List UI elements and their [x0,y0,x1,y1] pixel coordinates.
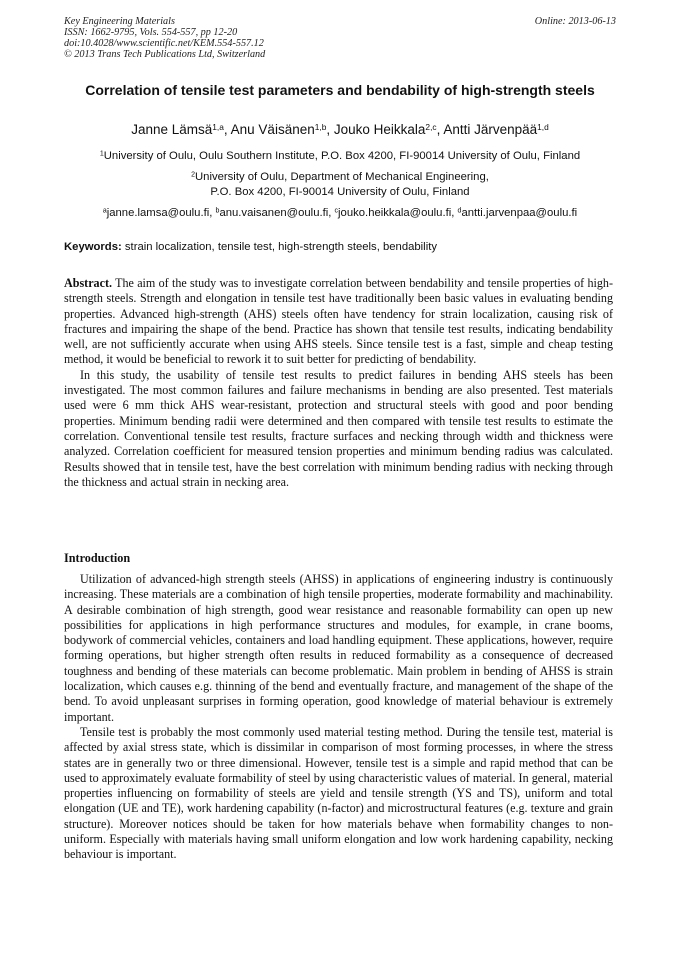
author-affiliation-mark: 1,a [212,121,224,132]
affiliation-2: $^2$University of Oulu, Department of Mechanical Engineering, P.O. Box 4200, FI-90014 University of Oulu, Finland [191,171,489,198]
author-affiliation-mark: 1,b [314,121,327,132]
email-link: antti.jarvenpaa@oulu.fi [461,207,578,219]
abstract-label: Abstract. [64,276,113,290]
issn-line: ISSN: 1662-9795, Vols. 554-557, pp 12-20 [64,27,238,38]
paper-title: Correlation of tensile test parameters and bendability of high-strength steels [85,82,595,98]
author-name: Jouko Heikkala [333,122,426,137]
author-list: Janne Lämsä$^{1,a}$, Anu Väisänen$^{1,b}$, Jouko Heikkala$^{2,c}$, Antti Järvenpää$^{1,d}$ [131,121,549,137]
email-link: jouko.heikkala@oulu.fi [338,207,452,219]
introduction-body [64,572,613,863]
affiliation-1: $^1$University of Oulu, Oulu Southern Institute, P.O. Box 4200, FI-90014 University of Oulu, Finland [99,150,581,162]
email-link: anu.vaisanen@oulu.fi [219,207,329,219]
abstract-paragraph: Abstract. The aim of the study was to investigate correlation between bendability and tensile properties of high-strength steels. Strength and elongation in tensile test have traditionally been basic values in evaluating bending properties. Advanced high-strength (AHS) steels often have tendency for strain localization, causing risk of fractures and impairing the shape of the bend. Practice has shown that tensile test results, indicating bendability well, are not sufficiently accurate when using AHS steels. Since tensile test is a fast, simple and cheap testing method, it would be beneficial to rework it to suit better for predicting of bendability. [64,276,613,367]
author-affiliation-mark: 2,c [425,121,437,132]
keywords [64,240,616,254]
author-name: Anu Väisänen [230,122,315,137]
intro-paragraph: Tensile test is probably the most commonly used material testing method. During the tensile test, material is affected by axial stress state, which is dissimilar in comparison of most forming processes, in where the stress states are in generally two or three dimensional. However, tensile test is a simple and rapid method that can be used to approximately evaluate formability of steel by using characteristic values of material. In general, material properties influencing on formability of steels are yield and tensile strength (YS and TS), uniform and total elongation (UE and TE), work hardening capability (n-factor) and microstructural features (e.g. texture and grain structure). Moreover notices should be taken for how materials behave when formability changes to non-uniform. Especially with materials having small uniform elongation and low work hardening capability, necking behaviour is important. [64,724,613,862]
section-heading-introduction: Introduction [64,551,131,565]
publication-header [64,16,616,60]
online-date: Online: 2013-06-13 [534,16,616,27]
abstract-paragraph: In this study, the usability of tensile test results to predict failures in bending AHS steels has been investigated. The most common failures and failure mechanisms in bending are also presented. Test materials used were 6 mm thick AHS wear-resistant, protection and structural steels with good and poor bending properties. Minimum bending radii were determined and then compared with tensile test results to estimate the correlation. Conventional tensile test results, fracture surfaces and necking through width and thickness were analyzed. Correlation coefficient for measured tension properties and minimum bending radius was calculated. Results showed that in tensile test, have the best correlation with minimum bending radius with necking through the thickness and actual strain in necking area. [64,367,613,489]
keywords-text: strain localization, tensile test, high-strength steels, bendability [124,241,437,253]
intro-paragraph: Utilization of advanced-high strength steels (AHSS) in applications of engineering industry is continuously increasing. These materials are a combination of high tensile properties, moderate formability and machinability. A desirable combination of high strength, good wear resistance and reasonable formability can open up new possibilities for applications in high performance structures and modules, for example, in crane booms, bodywork of commercial vehicles, containers and load handling equipment. These applications, however, require forming operations, but higher strength often results in reduced formability as a consequence of decreased toughness and bending of these materials can become problematic. Main problem in bending of AHSS is strain localization, which causes e.g. thinning of the bend and eventually fracture, and management of the shape of the bend. To avoid unpleasant surprises in forming operation, good knowledge of material behaviour is extremely important. [64,572,613,724]
author-name: Janne Lämsä [131,122,213,137]
author-affiliation-mark: 1,d [537,121,549,132]
author-name: Antti Järvenpää [443,122,538,137]
abstract [64,276,613,490]
doi-line: doi:10.4028/www.scientific.net/KEM.554-557.12 [64,38,264,49]
keywords-label: Keywords: [64,241,122,253]
copyright-line: © 2013 Trans Tech Publications Ltd, Switzerland [64,49,266,60]
email-list: $^a$janne.lamsa@oulu.fi, $^b$anu.vaisanen@oulu.fi, $^c$jouko.heikkala@oulu.fi, $^d$antti.jarvenpaa@oulu.fi [102,207,578,219]
journal-name: Key Engineering Materials [64,16,175,27]
email-link: janne.lamsa@oulu.fi [106,207,210,219]
